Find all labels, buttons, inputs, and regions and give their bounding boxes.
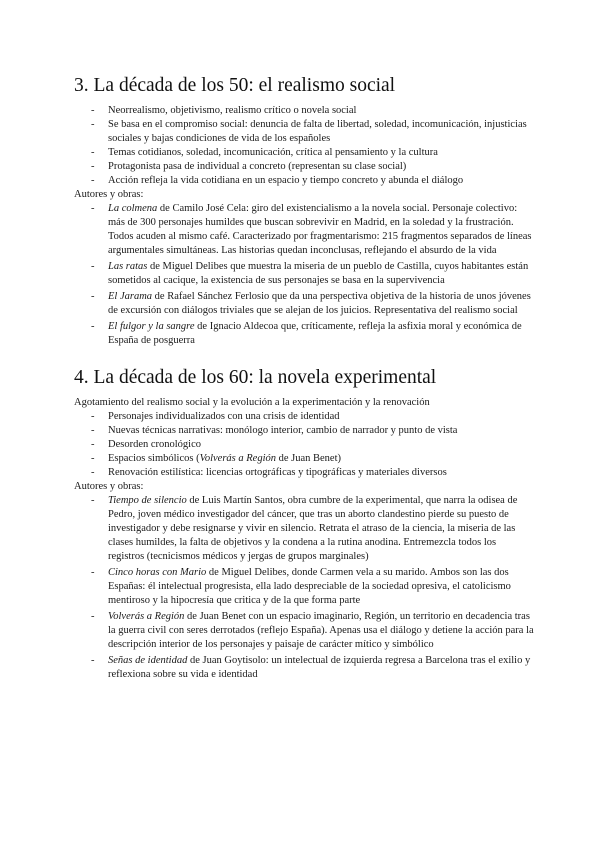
work-title: Volverás a Región bbox=[199, 453, 276, 464]
list-item: - Protagonista pasa de individual a concreto (representan su clase social) bbox=[74, 160, 534, 174]
work-title: Tiempo de silencio bbox=[108, 495, 187, 506]
work-item bbox=[74, 290, 534, 320]
features-list-60s bbox=[74, 410, 534, 480]
work-title: El fulgor y la sangre bbox=[108, 321, 195, 332]
features-list-50s bbox=[74, 104, 534, 188]
work-item bbox=[74, 260, 534, 290]
work-title: Cinco horas con Mario bbox=[108, 567, 207, 578]
list-item bbox=[74, 452, 534, 466]
list-item: - Personajes individualizados con una crisis de identidad bbox=[74, 410, 534, 424]
list-item: - Temas cotidianos, soledad, incomunicación, crítica al pensamiento y la cultura bbox=[74, 146, 534, 160]
works-list-60s bbox=[74, 494, 534, 684]
work-description: de Ignacio Aldecoa que, críticamente, refleja la asfixia moral y económica de España de posguerra bbox=[108, 321, 522, 346]
authors-label: Autores y obras: bbox=[74, 481, 144, 492]
document-page bbox=[74, 74, 534, 684]
work-item bbox=[74, 566, 534, 610]
list-item: - Nuevas técnicas narrativas: monólogo interior, cambio de narrador y punto de vista bbox=[74, 424, 534, 438]
work-description: de Juan Benet con un espacio imaginario, Región, un territorio en decadencia tras la guerra civil con seres derrotados (reflejo España). Apenas usa el diálogo y detiene la acción para la descripción interior de los personajes y paisaje de carácter mítico y simbólico bbox=[108, 611, 534, 650]
symbolic-spaces-text: Espacios simbólicos ( bbox=[108, 453, 200, 464]
work-title: El Jarama bbox=[108, 291, 153, 302]
list-item: - Se basa en el compromiso social: denuncia de falta de libertad, soledad, incomunicación, injusticias sociales y bajas condiciones de vida de los españoles bbox=[74, 118, 534, 146]
work-title: La colmena bbox=[108, 203, 158, 214]
work-title: Señas de identidad bbox=[108, 655, 188, 666]
work-item bbox=[74, 494, 534, 566]
list-item: - Neorrealismo, objetivismo, realismo crítico o novela social bbox=[74, 104, 534, 118]
work-description: de Miguel Delibes que muestra la miseria de un pueblo de Castilla, cuyos habitantes están sometidos al cacique, la existencia de sus personajes se basa en la supervivencia bbox=[108, 261, 529, 286]
symbolic-spaces-author: de Juan Benet) bbox=[275, 453, 342, 464]
work-item bbox=[74, 654, 534, 684]
list-item: - Acción refleja la vida cotidiana en un espacio y tiempo concreto y abunda el diálogo bbox=[74, 174, 534, 188]
work-item bbox=[74, 202, 534, 260]
work-title: Volverás a Región bbox=[108, 611, 185, 622]
work-description: de Juan Goytisolo: un intelectual de izquierda regresa a Barcelona tras el exilio y reflexiona sobre su vida e identidad bbox=[108, 655, 531, 680]
work-description: de Rafael Sánchez Ferlosio que da una perspectiva objetiva de la historia de unos jóvenes de excursión con diálogos triviales que se alejan de los juicios. Representativa del realismo social bbox=[108, 291, 531, 316]
section-heading-60s: 4. La década de los 60: la novela experimental bbox=[74, 367, 437, 388]
works-list-50s bbox=[74, 202, 534, 350]
work-description: de Camilo José Cela: giro del existencialismo a la novela social. Personaje colectivo: más de 300 personajes humildes que buscan sobrevivir en Madrid, en la soledad y la frustración. Todos acuden al mismo café. Caracterizado por fragmentarismo: 215 fragmentos separados de líneas argumentales simultáneas. Las historias quedan inconclusas, reflejando el absurdo de la vida bbox=[108, 203, 532, 256]
work-description: de Miguel Delibes, donde Carmen vela a su marido. Ambos son las dos Españas: él intelectual progresista, ella lado despreciable de la sociedad opresiva, el catolicismo mentiroso y la hipocresía que critica y de la que forma parte bbox=[108, 567, 511, 606]
list-item: - Renovación estilística: licencias ortográficas y tipográficas y materiales diversos bbox=[74, 466, 534, 480]
work-item bbox=[74, 610, 534, 654]
section-intro: Agotamiento del realismo social y la evolución a la experimentación y la renovación bbox=[74, 397, 430, 408]
section-heading-50s: 3. La década de los 50: el realismo social bbox=[74, 75, 396, 96]
work-title: Las ratas bbox=[108, 261, 148, 272]
work-description: de Luis Martín Santos, obra cumbre de la experimental, que narra la odisea de Pedro, joven médico investigador del cáncer, que tras un aborto clandestino pierde su puesto de investigador y debe resignarse y vivir en silencio. Retrata el atraso de la ciencia, la miseria de las clases humildes, la falta de objetivos y la condena a la rutina anodina. Entremezcla todos los registros (tecnicismos médicos y jergas de grupos marginales) bbox=[108, 495, 518, 562]
list-item: - Desorden cronológico bbox=[74, 438, 534, 452]
work-item bbox=[74, 320, 534, 350]
authors-label: Autores y obras: bbox=[74, 189, 144, 200]
